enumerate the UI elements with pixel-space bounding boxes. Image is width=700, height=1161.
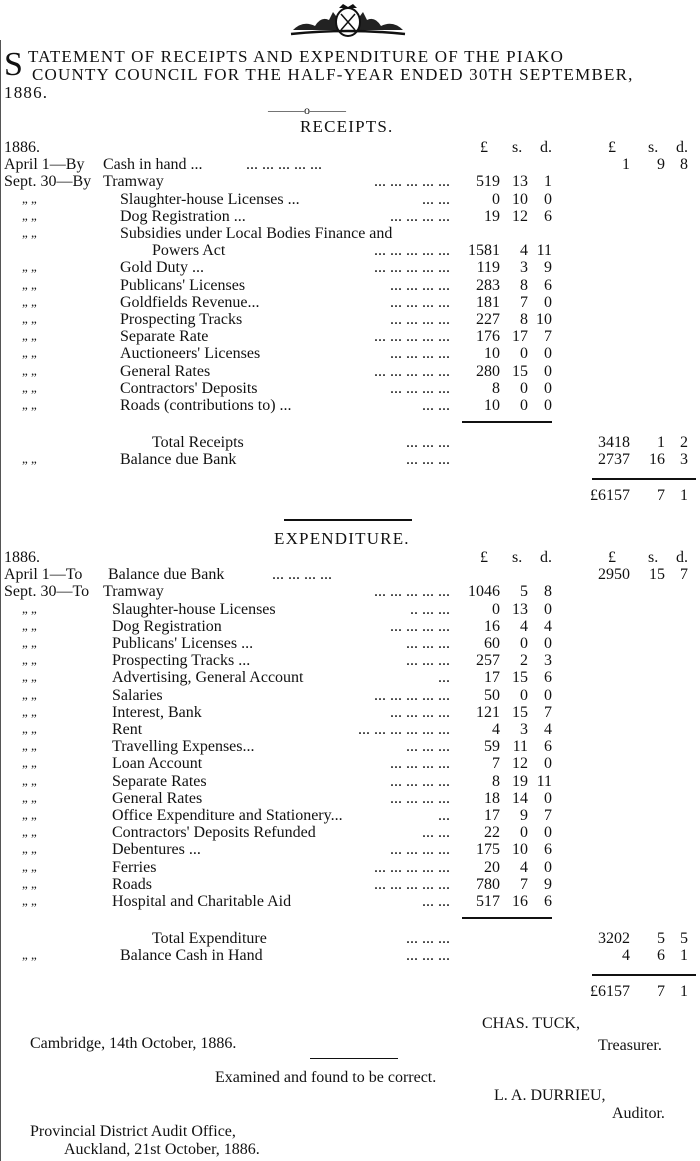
expenditure-item-pounds: 22 [484,824,500,842]
expenditure-item-pence: 6 [544,841,552,859]
receipts-total-dots: ... ... ... [406,434,450,452]
expenditure-item-label: Advertising, General Account [112,669,304,687]
separator-mark: ———o——— [268,103,346,117]
expenditure-item-pence: 11 [536,772,552,790]
expenditure-item-pounds: 17 [484,807,500,824]
receipts-item-prefix: „ „ [22,207,37,223]
expenditure-item-pounds: 0 [492,600,500,618]
receipts-item-prefix: „ „ [22,345,37,361]
receipts-item-pounds: 176 [476,328,500,346]
expenditure-item-dots: ... ... ... ... ... [374,858,450,876]
expenditure-item-pounds: 20 [484,858,500,876]
expenditure-item-prefix: Sept. 30—To [4,583,90,601]
expenditure-grand-total-pence: 1 [680,982,688,1000]
receipts-opening-total-pounds: 1 [622,156,630,174]
expenditure-item-prefix: „ „ [22,893,37,908]
expenditure-item-label: Prospecting Tracks ... [112,652,251,670]
expenditure-year: 1886. [4,549,40,566]
receipts-opening-total-shillings: 9 [657,156,665,174]
receipts-item-pence: 0 [544,397,552,414]
expenditure-item-dots: ... ... ... [406,652,450,670]
expenditure-item-shillings: 4 [520,858,528,876]
receipts-item-prefix: „ „ [22,311,37,326]
receipts-item-label: Separate Rate [120,328,209,346]
expenditure-item-shillings: 15 [512,703,528,721]
receipts-item-pounds: 0 [492,190,500,208]
receipts-header-total-pence: d. [676,139,688,156]
receipts-item-prefix: „ „ [22,379,37,395]
expenditure-item-dots: ... ... ... [406,738,450,756]
expenditure-item-prefix: „ „ [22,738,37,754]
expenditure-item-dots: ... ... [422,893,450,910]
expenditure-opening-total-pence: 7 [680,566,688,584]
receipts-balance-dots: ... ... ... [406,451,450,469]
expenditure-header-shillings: s. [512,549,523,566]
receipts-item-label: Gold Duty ... [120,259,204,277]
receipts-header-total-pounds: £ [608,139,616,156]
expenditure-item-pounds: 59 [484,738,500,756]
receipts-item-pounds: 8 [492,379,500,397]
expenditure-item-prefix: „ „ [22,703,37,719]
expenditure-item-pence: 6 [544,738,552,756]
receipts-balance-prefix: „ „ [22,451,37,467]
expenditure-item-shillings: 12 [512,755,528,773]
audit-office: Provincial District Audit Office, [30,1123,236,1140]
expenditure-item-pounds: 1046 [468,583,500,601]
expenditure-item-label: Separate Rates [112,772,207,790]
expenditure-item-label: Debentures ... [112,841,201,859]
expenditure-opening-dots: ... ... ... ... [272,566,332,584]
receipts-item-prefix: „ „ [22,190,37,206]
receipts-item-dots: ... ... ... ... [390,311,450,328]
receipts-item-shillings: 17 [512,328,528,346]
expenditure-item-label: Ferries [112,858,157,876]
expenditure-item-dots: ... ... ... ... [390,841,450,859]
expenditure-item-label: Rent [112,721,143,738]
receipts-item-dots: ... ... ... ... ... [374,328,450,346]
receipts-item-shillings: 0 [520,379,528,397]
receipts-item-pence: 6 [544,207,552,225]
expenditure-item-label: Travelling Expenses... [112,738,255,756]
receipts-item-pence: 0 [544,345,552,363]
expenditure-item-shillings: 0 [520,824,528,842]
expenditure-header-total-shillings: s. [648,549,659,566]
receipts-item-dots: ... ... ... ... [390,293,450,311]
receipts-item-label: Subsidies under Local Bodies Finance and [120,225,393,242]
receipts-item-shillings: 15 [512,362,528,380]
expenditure-item-prefix: „ „ [22,755,37,771]
expenditure-item-dots: ... ... ... [406,635,450,652]
receipts-total-shillings: 1 [657,434,665,452]
receipts-item-prefix: „ „ [22,328,37,344]
expenditure-item-label: Office Expenditure and Stationery... [112,807,343,824]
receipts-item-pounds: 10 [484,397,500,414]
expenditure-item-prefix: „ „ [22,686,37,702]
receipts-item-pounds: 119 [476,259,500,277]
expenditure-item-pence: 3 [544,652,552,670]
expenditure-item-pence: 7 [544,807,552,824]
expenditure-item-shillings: 15 [512,669,528,687]
receipts-item-label: Dog Registration ... [120,207,246,225]
expenditure-item-pounds: 4 [492,721,500,738]
expenditure-subtotal-rule [462,917,552,919]
title-drop-cap: S [4,46,23,83]
expenditure-item-pence: 6 [544,669,552,687]
receipts-item-dots: ... ... [422,190,450,208]
expenditure-item-pence: 0 [544,789,552,807]
receipts-item-label: Publicans' Licenses [120,276,246,294]
receipts-item-label: Slaughter-house Licenses ... [120,190,300,208]
receipts-item-pounds: 283 [476,276,500,294]
expenditure-item-pence: 4 [544,617,552,635]
expenditure-item-pounds: 60 [484,635,500,652]
expenditure-opening-total-pounds: 2950 [598,566,630,584]
expenditure-item-pounds: 257 [476,652,500,670]
expenditure-balance-prefix: „ „ [22,947,37,963]
expenditure-item-dots: ... ... ... ... [390,617,450,635]
expenditure-item-shillings: 5 [520,583,528,601]
expenditure-item-prefix: „ „ [22,669,37,685]
coat-of-arms-emblem [283,2,413,38]
receipts-item-dots: ... ... ... ... [390,207,450,225]
receipts-item-pence: 9 [544,259,552,277]
expenditure-item-pence: 0 [544,824,552,842]
expenditure-item-prefix: „ „ [22,772,37,788]
receipts-item-pence: 0 [544,190,552,208]
expenditure-item-pence: 6 [544,893,552,910]
expenditure-item-pence: 0 [544,635,552,652]
expenditure-item-dots: ... ... [422,824,450,842]
expenditure-total-shillings: 5 [657,930,665,948]
expenditure-item-label: Dog Registration [112,617,222,635]
expenditure-balance-shillings: 6 [657,947,665,965]
expenditure-item-pounds: 8 [492,772,500,790]
receipts-item-pence: 6 [544,276,552,294]
receipts-grand-total-pence: 1 [680,486,688,504]
expenditure-item-shillings: 9 [520,807,528,824]
expenditure-item-label: Hospital and Charitable Aid [112,893,292,910]
expenditure-header-total-pence: d. [676,549,688,566]
expenditure-item-prefix: „ „ [22,875,37,891]
title-line-2: COUNTY COUNCIL FOR THE HALF-YEAR ENDED 30TH SEPTEMBER, [32,65,634,84]
expenditure-item-pence: 4 [544,721,552,738]
expenditure-item-shillings: 0 [520,635,528,652]
receipts-item-dots: ... ... ... ... ... [374,173,450,191]
expenditure-item-shillings: 13 [512,600,528,618]
expenditure-item-pence: 0 [544,755,552,773]
expenditure-grand-total-pounds: £6157 [590,982,630,1000]
receipts-item-shillings: 7 [520,293,528,311]
receipts-item-shillings: 4 [520,242,528,260]
receipts-total-pence: 2 [680,434,688,452]
receipts-item-pounds: 181 [476,293,500,311]
expenditure-item-prefix: „ „ [22,600,37,616]
expenditure-total-pence: 5 [680,930,688,948]
expenditure-total-label: Total Expenditure [152,930,267,948]
receipts-item-pence: 11 [536,242,552,260]
expenditure-item-pence: 8 [544,583,552,601]
title-line-1: TATEMENT OF RECEIPTS AND EXPENDITURE OF THE PIAKO [28,47,565,66]
receipts-item-shillings: 8 [520,276,528,294]
receipts-item-pence: 0 [544,362,552,380]
expenditure-item-pounds: 16 [484,617,500,635]
expenditure-item-shillings: 14 [512,789,528,807]
expenditure-item-pounds: 17 [484,669,500,687]
expenditure-item-pence: 0 [544,686,552,704]
receipts-item-pounds: 19 [484,207,500,225]
receipts-opening-label: Cash in hand ... [103,156,203,174]
receipts-item-shillings: 3 [520,259,528,277]
receipts-header-pounds: £ [480,139,488,156]
footer-rule [310,1058,398,1059]
receipts-item-label: Auctioneers' Licenses [120,345,261,363]
receipts-item-prefix: „ „ [22,293,37,309]
receipts-item-pence: 7 [544,328,552,346]
receipts-item-pounds: 10 [484,345,500,363]
expenditure-item-pence: 7 [544,703,552,721]
receipts-item-pounds: 1581 [468,242,500,260]
receipts-item-dots: ... ... ... ... [390,379,450,397]
title-line-3: 1886. [4,83,49,102]
receipts-balance-pence: 3 [680,451,688,469]
expenditure-item-prefix: „ „ [22,617,37,633]
receipts-item-label: Roads (contributions to) ... [120,397,292,414]
expenditure-item-pounds: 7 [492,755,500,773]
treasurer-title: Treasurer. [598,1037,662,1054]
receipts-item-pounds: 227 [476,311,500,328]
receipts-item-shillings: 0 [520,397,528,414]
expenditure-item-shillings: 3 [520,721,528,738]
expenditure-item-dots: .. ... ... [410,600,450,618]
receipts-grand-total-rule [592,478,696,480]
expenditure-item-prefix: „ „ [22,652,37,668]
receipts-item-prefix: „ „ [22,259,37,275]
expenditure-balance-pence: 1 [680,947,688,965]
receipts-header-shillings: s. [512,139,523,156]
expenditure-item-dots: ... ... ... ... ... [374,583,450,601]
audit-office-date: Auckland, 21st October, 1886. [64,1141,260,1158]
expenditure-item-label: Salaries [112,686,163,704]
expenditure-total-pounds: 3202 [598,930,630,948]
expenditure-item-prefix: „ „ [22,635,37,650]
expenditure-item-pounds: 175 [476,841,500,859]
expenditure-item-label: Interest, Bank [112,703,202,721]
expenditure-item-shillings: 0 [520,686,528,704]
expenditure-item-label: Slaughter-house Licenses [112,600,276,618]
receipts-item-prefix: Sept. 30—By [4,173,92,191]
receipts-item-dots: ... ... ... ... ... [374,362,450,380]
expenditure-item-dots: ... ... ... ... ... ... [358,721,450,738]
receipts-item-dots: ... ... [422,397,450,414]
expenditure-item-prefix: „ „ [22,807,37,822]
expenditure-item-prefix: „ „ [22,721,37,736]
receipts-item-prefix: „ „ [22,276,37,292]
receipts-total-pounds: 3418 [598,434,630,452]
expenditure-total-dots: ... ... ... [406,930,450,948]
receipts-item-label: Prospecting Tracks [120,311,243,328]
receipts-item-pounds: 519 [476,173,500,191]
expenditure-item-shillings: 7 [520,875,528,893]
expenditure-item-pounds: 18 [484,789,500,807]
expenditure-opening-label: Balance due Bank [108,566,225,584]
receipts-item-dots: ... ... ... ... [390,345,450,363]
receipts-heading-rule [284,519,412,521]
expenditure-grand-total-rule [592,974,696,976]
receipts-item-dots: ... ... ... ... ... [374,242,450,260]
expenditure-item-shillings: 11 [512,738,528,756]
expenditure-item-pounds: 780 [476,875,500,893]
receipts-header-total-shillings: s. [648,139,659,156]
receipts-item-pence: 0 [544,293,552,311]
expenditure-item-shillings: 16 [512,893,528,910]
expenditure-item-dots: ... ... ... ... ... [374,875,450,893]
expenditure-opening-date: April 1—To [4,566,83,584]
receipts-grand-total-pounds: £6157 [590,486,630,504]
expenditure-balance-label: Balance Cash in Hand [120,947,263,965]
receipts-item-prefix: „ „ [22,225,37,240]
expenditure-item-pence: 9 [544,875,552,893]
receipts-item-prefix: „ „ [22,397,37,412]
expenditure-item-dots: ... ... ... ... [390,772,450,790]
treasurer-name: CHAS. TUCK, [482,1015,580,1032]
expenditure-item-shillings: 10 [512,841,528,859]
expenditure-item-label: Publicans' Licenses ... [112,635,254,652]
expenditure-header-total-pounds: £ [608,549,616,566]
receipts-opening-date: April 1—By [4,156,85,174]
receipts-year: 1886. [4,139,40,156]
expenditure-item-dots: ... [438,807,450,824]
receipts-header-pence: d. [540,139,552,156]
examined-statement: Examined and found to be correct. [215,1069,437,1086]
receipts-item-shillings: 12 [512,207,528,225]
expenditure-item-pence: 0 [544,858,552,876]
receipts-item-label: Goldfields Revenue... [120,293,260,311]
receipts-balance-shillings: 16 [649,451,665,469]
receipts-item-dots: ... ... ... ... [390,276,450,294]
receipts-balance-pounds: 2737 [598,451,630,469]
receipts-item-shillings: 8 [520,311,528,328]
expenditure-item-dots: ... ... ... ... [390,789,450,807]
expenditure-balance-pounds: 4 [622,947,630,965]
expenditure-balance-dots: ... ... ... [406,947,450,965]
expenditure-heading: EXPENDITURE. [274,529,410,548]
receipts-item-dots: ... ... ... ... ... [374,259,450,277]
receipts-opening-dots: ... ... ... ... ... [246,156,322,174]
expenditure-item-dots: ... [438,669,450,687]
expenditure-item-pounds: 50 [484,686,500,704]
receipts-subtotal-rule [462,421,552,423]
expenditure-item-shillings: 19 [512,772,528,790]
receipts-heading: RECEIPTS. [300,117,394,136]
receipts-item-shillings: 0 [520,345,528,363]
expenditure-header-pounds: £ [480,549,488,566]
receipts-total-label: Total Receipts [152,434,244,452]
expenditure-opening-total-shillings: 15 [649,566,665,584]
expenditure-item-prefix: „ „ [22,789,37,805]
receipts-item-pence: 0 [544,379,552,397]
expenditure-item-prefix: „ „ [22,841,37,857]
expenditure-item-shillings: 2 [520,652,528,670]
expenditure-item-pounds: 517 [476,893,500,910]
receipts-item-label: Powers Act [152,242,226,260]
expenditure-item-shillings: 4 [520,617,528,635]
expenditure-item-label: Contractors' Deposits Refunded [112,824,316,842]
expenditure-item-prefix: „ „ [22,824,37,840]
expenditure-item-pence: 0 [544,600,552,618]
expenditure-item-label: General Rates [112,789,203,807]
auditor-title: Auditor. [612,1105,665,1122]
receipts-opening-total-pence: 8 [680,156,688,174]
receipts-item-pounds: 280 [476,362,500,380]
page-left-border [0,40,1,1161]
receipts-item-pence: 1 [544,173,552,191]
expenditure-item-label: Tramway [103,583,164,601]
expenditure-header-pence: d. [540,549,552,566]
receipts-item-shillings: 13 [512,173,528,191]
receipts-balance-label: Balance due Bank [120,451,237,469]
receipts-item-label: Tramway [103,173,164,191]
expenditure-item-label: Roads [112,875,152,893]
receipts-item-label: Contractors' Deposits [120,379,258,397]
expenditure-item-label: Loan Account [112,755,203,773]
expenditure-item-pounds: 121 [476,703,500,721]
expenditure-item-prefix: „ „ [22,858,37,874]
auditor-name: L. A. DURRIEU, [494,1087,606,1104]
expenditure-item-dots: ... ... ... ... [390,703,450,721]
expenditure-grand-total-shillings: 7 [657,982,665,1000]
receipts-item-shillings: 10 [512,190,528,208]
expenditure-item-dots: ... ... ... ... [390,755,450,773]
receipts-grand-total-shillings: 7 [657,486,665,504]
receipts-item-pence: 10 [536,311,552,328]
place-date: Cambridge, 14th October, 1886. [30,1035,237,1052]
expenditure-item-dots: ... ... ... ... ... [374,686,450,704]
receipts-item-label: General Rates [120,362,211,380]
receipts-item-prefix: „ „ [22,362,37,378]
